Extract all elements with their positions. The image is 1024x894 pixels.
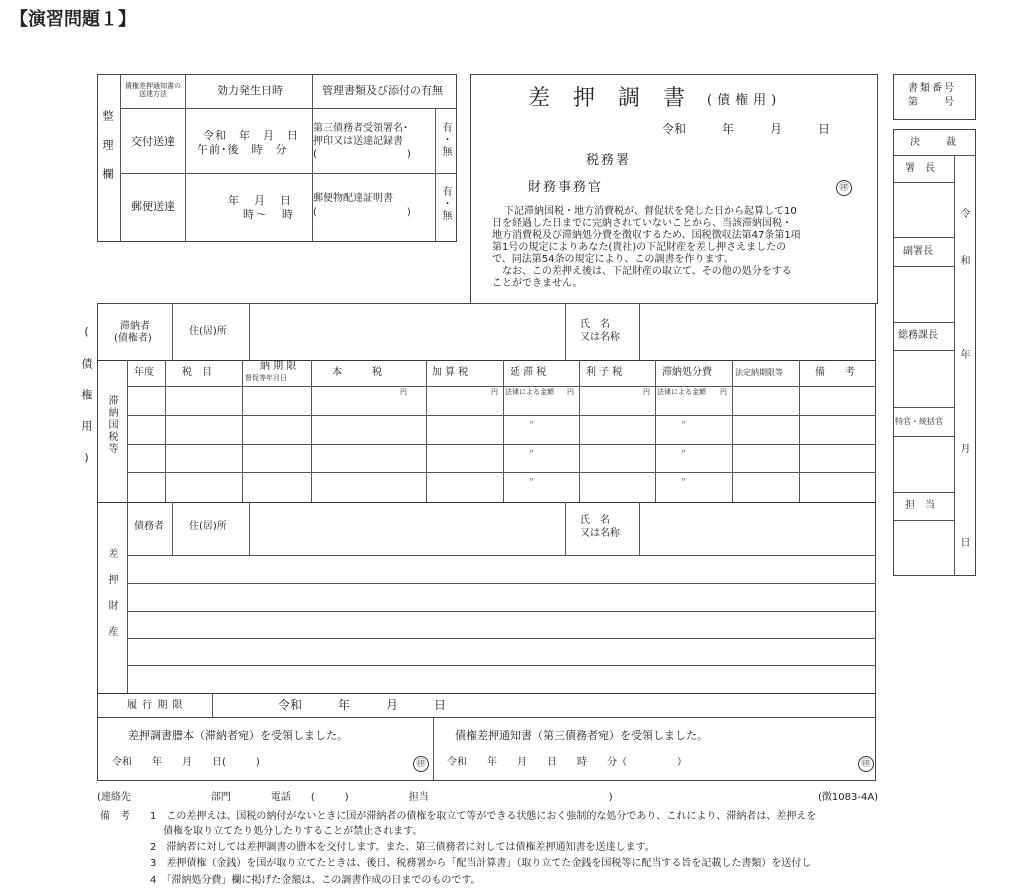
form-type-side: (債権用) [80,325,93,484]
officer-seal: ㊞ [836,180,852,196]
col-effective-date: 効力発生日時 [217,84,283,97]
page-heading: 【演習問題１】 [10,9,136,30]
seized-property-field[interactable] [128,556,875,692]
debtor-name-field[interactable] [640,503,875,554]
ditto-mark: 〃 [680,419,687,427]
receipt-left-seal[interactable]: ㊞ [413,756,429,772]
deadline-date: 令和 年 月 日 [278,698,447,712]
note-item: 2 滞納者に対しては差押調書の謄本を交付します。また、第三債務者に対しては債権差押通知書を送達します。 [150,842,655,853]
handover-date: 令和 年 月 日 [203,129,299,142]
postal-date: 年 月 日 [228,194,293,207]
unit-yen: 円 [643,388,650,396]
document-title: 差 押 調 書 [528,86,693,111]
unit-yen: 円 [400,388,407,396]
role-general-manager: 総務課長 [898,330,938,341]
role-chief: 署 長 [905,163,935,174]
th-disposition-cost: 滞納処分費 [662,367,712,378]
law-amount-note: 法律による金額 [657,388,706,396]
debtor-address-field[interactable] [250,503,564,554]
th-year: 年度 [134,367,154,378]
notes-label: 備 考 [100,811,130,822]
note-item: 3 差押債権（金銭）を国が取り立てたときは、後日、税務署から「配当計算書」（取り立てた金銭を国税等に配当する旨を記載した書類）を送付し [150,858,812,869]
taxpayer-name-label: 氏 名 [580,319,610,330]
debtor-address-label: 住(居)所 [189,521,227,532]
ditto-mark: 〃 [528,476,535,484]
note-item: 債権を取り立てたり処分したりすることが禁止されます。 [150,826,423,837]
note-item: 1 この差押えは、国税の納付がないときに国が滞納者の債権を取立て等ができる状態におく強制的な処分であり、これにより、滞納者は、差押えを [150,811,817,822]
tax-table-side-label: 滞納国税等 [106,395,117,455]
th-interest-tax: 利 子 税 [586,367,623,378]
handover-doc-line2: 押印又は送達記録書 [313,136,403,147]
doc-number-label: 書類番号 [908,83,956,94]
taxpayer-address-label: 住(居)所 [189,326,227,337]
th-additional-tax: 加 算 税 [432,367,469,378]
receipt-section [97,718,876,781]
ditto-mark: 〃 [528,448,535,456]
seiri-side-label: 整理欄 [101,110,114,197]
document-subtitle: (債権用) [707,93,782,108]
taxpayer-name-sub-label: 又は名称 [580,332,620,343]
ditto-mark: 〃 [680,448,687,456]
law-amount-note: 法律による金額 [505,388,554,396]
unit-yen: 円 [567,388,574,396]
taxpayer-name-field[interactable] [640,304,875,359]
postal-time: 時～ 時 [243,208,295,221]
handover-time: 午前･後 時 分 [197,143,288,156]
body-line: ことができません。 [492,278,583,289]
th-tax-item: 税 目 [182,367,212,378]
body-line: 日を経過した日までに完納されていないことから、当該滞納国税・ [492,218,792,229]
receipt-right-title: 債権差押通知書（第三債務者宛）を受領しました。 [455,729,708,742]
th-principal-tax: 本 税 [332,367,382,378]
postal-yes-no: 有・無 [440,186,451,222]
th-remarks: 備 考 [815,367,855,378]
debtor-label: 債務者 [134,521,164,532]
debtor-name-sub-label: 又は名称 [580,528,620,539]
body-line: 地方消費税及び滞納処分費を徴収するため、国税徴収法第47条第1項 [492,230,801,241]
receipt-left-title: 差押調書謄本（滞納者宛）を受領しました。 [128,729,348,742]
body-line: で、同法第54条の規定により、この調書を作ります。 [492,254,734,265]
form-number: (徴1083-4A) [818,792,879,803]
receipt-left-date: 令和 年 月 日( ) [112,757,260,768]
col-managed-docs: 管理書類及び添付の有無 [322,84,443,97]
delivery-postal: 郵便送達 [131,200,175,213]
handover-doc-line1: 第三債務者受領署名･ [313,123,408,134]
role-special-officer: 特官・統括官 [895,417,943,426]
handover-doc-line3: ( ) [313,149,411,160]
col-delivery-method: 債権差押通知書の送達方法 [125,82,181,98]
approval-date-vertical: 令和 年 月 日 [958,208,969,584]
ditto-mark: 〃 [528,419,535,427]
deadline-label: 履 行 期 限 [127,700,184,711]
th-delinquency-tax: 延 滞 税 [510,367,547,378]
delivery-handover: 交付送達 [131,135,175,148]
receipt-right-seal[interactable]: ㊞ [858,756,874,772]
tax-officer: 財務事務官 [528,180,604,195]
role-in-charge: 担 当 [905,500,935,511]
taxpayer-sub-label: (債権者) [114,333,152,344]
th-due-date: 納 期 限 [260,361,297,372]
th-statutory-deadline: 法定納期限等 [735,368,783,377]
postal-doc-line1: 郵便物配達証明書 [313,193,393,204]
body-line: 第1号の規定によりあなた(貴社)の下記財産を差し押さえましたの [492,242,787,253]
taxpayer-address-field[interactable] [250,304,564,359]
doc-number-value: 第 号 [908,97,956,108]
seized-property-side-label: 差押財産 [106,548,117,652]
postal-doc-line2: ( ) [313,207,411,218]
issue-date: 令和 年 月 日 [662,122,831,136]
taxpayer-label: 滞納者 [120,321,150,332]
unit-yen: 円 [491,388,498,396]
unit-yen: 円 [720,388,727,396]
body-line: なお、この差押え後は、下記財産の取立て、その他の処分をする [492,266,792,277]
note-item: 4 「滞納処分費」欄に掲げた金額は、この調書作成の日までのものです。 [150,875,481,886]
tax-office: 税務署 [586,153,632,168]
contact-line: (連絡先 部門 電話 ( ) 担当 ) [97,792,613,803]
ditto-mark: 〃 [680,476,687,484]
debtor-name-label: 氏 名 [580,515,610,526]
role-vice-chief: 副署長 [903,246,933,257]
kessai-label: 決 裁 [910,137,958,148]
th-due-date-sub: 督促等年月日 [245,374,287,382]
receipt-right-date: 令和 年 月 日 時 分（ ） [447,757,687,768]
handover-yes-no: 有・無 [440,122,451,158]
body-line: 下記滞納国税・地方消費税が、督促状を発した日から起算して10 [504,206,797,217]
